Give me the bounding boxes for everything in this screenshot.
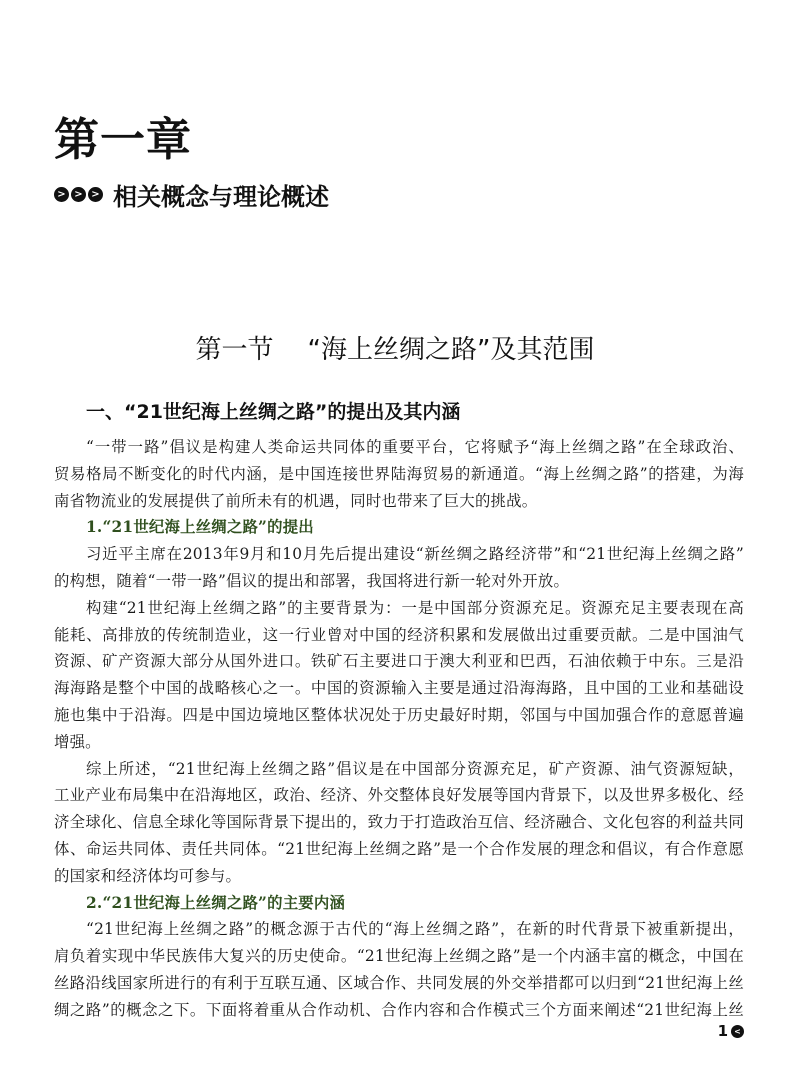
section-title-text: “海上丝绸之路”及其范围 — [307, 335, 595, 365]
section-number: 第一节 — [195, 335, 274, 365]
paragraph-line: 济全球化、信息全球化等国际背景下提出的，致力于打造政治互信、经济融合、文化包容的利益共同 — [54, 813, 744, 832]
heading-level-2: 一、“21世纪海上丝绸之路”的提出及其内涵 — [86, 401, 461, 423]
paragraph-line: 构建“21世纪海上丝绸之路”的主要背景为：一是中国部分资源充足。资源充足主要表现在高 — [86, 598, 744, 617]
paragraph-line: 的国家和经济体均可参与。 — [54, 866, 242, 885]
heading-level-3: 1.“21世纪海上丝绸之路”的提出 — [86, 518, 314, 537]
chapter-title: 第一章 — [54, 113, 193, 166]
paragraph-line: 海海路是整个中国的战略核心之一。中国的资源输入主要是通过沿海海路，且中国的工业和基础设 — [54, 679, 744, 698]
paragraph-line: 能耗、高排放的传统制造业，这一行业曾对中国的经济积累和发展做出过重要贡献。二是中国油气 — [54, 625, 744, 644]
paragraph-line: “21世纪海上丝绸之路”的概念源于古代的“海上丝绸之路”，在新的时代背景下被重新提出， — [86, 920, 744, 939]
chapter-subtitle-text: 相关概念与理论概述 — [113, 182, 329, 211]
paragraph-line: 综上所述，“21世纪海上丝绸之路”倡议是在中国部分资源充足，矿产资源、油气资源短缺， — [86, 759, 744, 778]
paragraph-line: 施也集中于沿海。四是中国边境地区整体状况处于历史最好时期，邻国与中国加强合作的意愿普遍 — [54, 705, 744, 724]
paragraph-line: 绸之路”的概念之下。下面将着重从合作动机、合作内容和合作模式三个方面来阐述“21世纪海上丝 — [54, 1000, 744, 1019]
page-number-text: 1 — [717, 1022, 728, 1040]
paragraph-line: 肩负着实现中华民族伟大复兴的历史使命。“21世纪海上丝绸之路”是一个内涵丰富的概念，中国在 — [54, 947, 744, 966]
paragraph-line: 体、命运共同体、责任共同体。“21世纪海上丝绸之路”是一个合作发展的理念和倡议，有合作意愿 — [54, 839, 744, 858]
section-title — [0, 328, 790, 372]
chevron-right-icon: > — [88, 187, 103, 202]
paragraph-line: 丝路沿线国家所进行的有利于互联互通、区域合作、共同发展的外交举措都可以归到“21世纪海上丝 — [54, 973, 744, 992]
paragraph-line: 资源、矿产资源大部分从国外进口。铁矿石主要进口于澳大利亚和巴西，石油依赖于中东。三是沿 — [54, 652, 744, 671]
body-text — [54, 434, 744, 1024]
paragraph-line: “一带一路”倡议是构建人类命运共同体的重要平台，它将赋予“海上丝绸之路”在全球政治、 — [86, 438, 744, 456]
paragraph-line: 贸易格局不断变化的时代内涵，是中国连接世界陆海贸易的新通道。“海上丝绸之路”的搭建，为海 — [54, 464, 744, 483]
paragraph-line: 习近平主席在2013年9月和10月先后提出建设“新丝绸之路经济带”和“21世纪海上丝绸之路” — [86, 545, 744, 564]
chapter-subtitle — [54, 174, 329, 214]
chevron-right-icon: > — [54, 187, 69, 202]
paragraph-line: 工业产业布局集中在沿海地区，政治、经济、外交整体良好发展等国内背景下，以及世界多极化、经 — [54, 786, 744, 805]
chevron-right-icon: > — [71, 187, 86, 202]
heading-level-3: 2.“21世纪海上丝绸之路”的主要内涵 — [86, 893, 346, 912]
paragraph-line: 南省物流业的发展提供了前所未有的机遇，同时也带来了巨大的挑战。 — [54, 491, 538, 510]
paragraph-line: 的构想，随着“一带一路”倡议的提出和部署，我国将进行新一轮对外开放。 — [54, 571, 570, 590]
page-number — [718, 1022, 744, 1040]
paragraph-line: 增强。 — [54, 732, 101, 751]
chevron-left-icon: < — [731, 1025, 744, 1038]
chapter-arrows — [54, 187, 105, 202]
